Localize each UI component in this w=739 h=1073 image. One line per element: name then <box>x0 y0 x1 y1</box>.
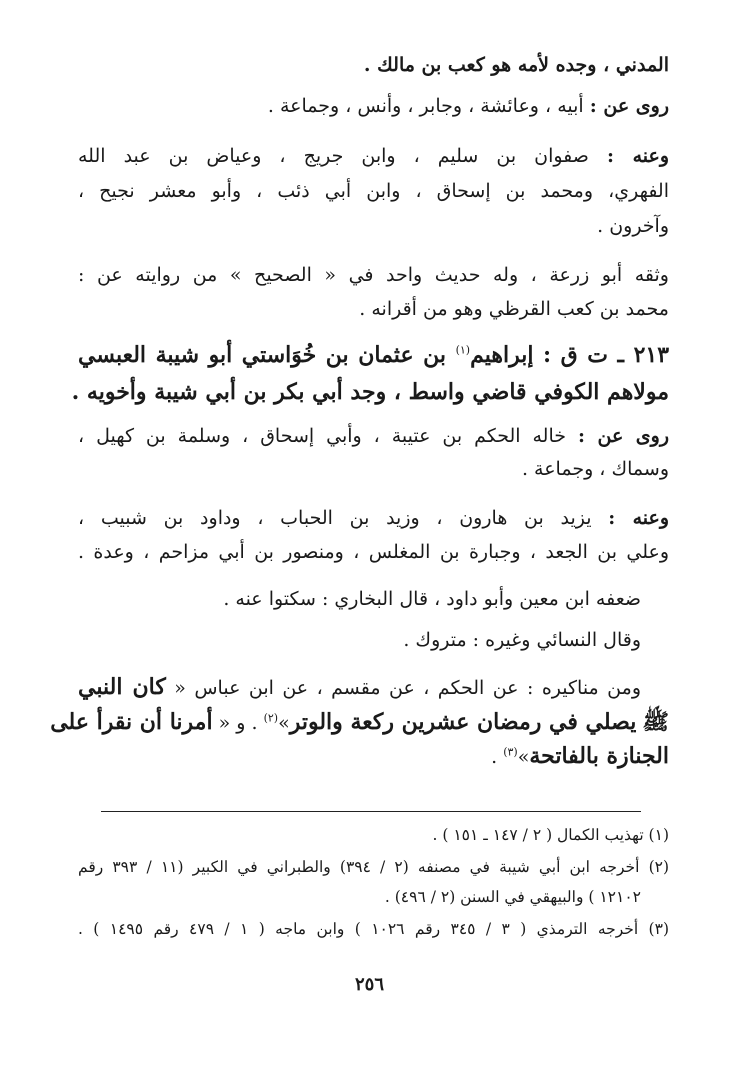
page-number: ٢٥٦ <box>354 974 384 995</box>
entry-heading-line-1 <box>78 337 669 373</box>
footnote-1: (١) تهذيب الكمال ( ٢ / ١٤٧ ـ ١٥١ ) . <box>432 826 669 844</box>
p2-nasai-line: وقال النسائي وغيره : متروك . <box>403 629 641 651</box>
riwayah-text: خاله الحكم بن عتيبة ، وأبي إسحاق ، وسلمة بن كهيل ، <box>78 425 566 447</box>
manakir-text: ومن مناكيره : عن الحكم ، عن مقسم ، عن ابن عباس « <box>174 677 641 699</box>
hadith-2-end: الجنازة بالفاتحة <box>529 743 669 769</box>
p1-thiqah-line-1: وثقه أبو زرعة ، وله حديث واحد في « الصحيح » من روايته عن : <box>78 264 669 286</box>
salawat-symbol: ﷺ <box>642 709 669 735</box>
entry-name-b: بن عثمان بن خُوَاستي أبو شيبة العبسي <box>78 342 446 368</box>
footnote-2-line-2: ١٢١٠٢ ) والبيهقي في السنن (٢ / ٤٩٦) . <box>384 888 641 906</box>
anhu-label: وعنه : <box>608 507 669 529</box>
riwayah-label: روى عن : <box>589 95 669 117</box>
p2-manakir-line-1 <box>78 672 641 703</box>
p1-anhu-line-1 <box>78 141 669 171</box>
p2-anhu-line-1 <box>78 503 669 533</box>
footnote-2-line-1: (٢) أخرجه ابن أبي شيبة في مصنفه (٢ / ٣٩٤) والطبراني في الكبير (١١ / ٣٩٣ رقم <box>78 858 670 876</box>
p2-riwayah-line-1 <box>78 421 669 451</box>
footnote-ref-3: (٣) <box>503 745 518 759</box>
conjunction: . و « <box>218 712 258 734</box>
anhu-label: وعنه : <box>606 145 670 167</box>
entry-number: ٢١٣ ـ ت ق : <box>543 342 670 368</box>
quote-close: » <box>278 712 290 734</box>
riwayah-text: أبيه ، وعائشة ، وجابر ، وأنس ، وجماعة . <box>267 95 584 117</box>
p1-riwayah-line <box>78 91 669 121</box>
riwayah-label: روى عن : <box>577 425 670 447</box>
p2-daaf-line: ضعفه ابن معين وأبو داود ، قال البخاري : سكتوا عنه . <box>223 588 641 610</box>
footnote-ref-2: (٢) <box>263 711 279 725</box>
footnote-ref-1: (١) <box>455 343 471 357</box>
p1-thiqah-line-2: محمد بن كعب القرظي وهو من أقرانه . <box>359 298 669 320</box>
p2-anhu-line-2: وعلي بن الجعد ، وجبارة بن المغلس ، ومنصور بن أبي مزاحم ، وعدة . <box>78 541 669 563</box>
intro-line: المدني ، وجده لأمه هو كعب بن مالك . <box>363 54 669 76</box>
footnote-3: (٣) أخرجه الترمذي ( ٣ / ٣٤٥ رقم ١٠٢٦ ) وابن ماجه ( ١ / ٤٧٩ رقم ١٤٩٥ ) . <box>78 920 669 938</box>
p2-riwayah-line-2: وسماك ، وجماعة . <box>521 458 669 480</box>
full-stop: . <box>491 746 498 768</box>
quote-close: » <box>517 746 530 768</box>
p1-anhu-line-3: وآخرون . <box>597 215 669 237</box>
hadith-1-text: يصلي في رمضان عشرين ركعة والوتر <box>289 709 637 735</box>
anhu-text: يزيد بن هارون ، وزيد بن الحباب ، وداود بن شبيب ، <box>78 507 592 529</box>
p2-manakir-line-3 <box>78 741 669 772</box>
anhu-text: صفوان بن سليم ، وابن جريج ، وعياض بن عبد الله <box>78 145 589 167</box>
p2-manakir-line-2 <box>50 707 669 738</box>
footnote-divider <box>101 811 641 812</box>
hadith-2-text: أمرنا أن نقرأ على <box>50 709 213 735</box>
p1-anhu-line-2: الفهري، ومحمد بن إسحاق ، وابن أبي ذئب ، وأبو معشر نجيح ، <box>78 180 669 202</box>
entry-heading-line-2: مولاهم الكوفي قاضي واسط ، وجد أبي بكر بن أبي شيبة وأخويه . <box>71 379 669 405</box>
manakir-hadith-start: كان النبي <box>78 674 166 700</box>
entry-name-a: إبراهيم <box>470 342 534 368</box>
